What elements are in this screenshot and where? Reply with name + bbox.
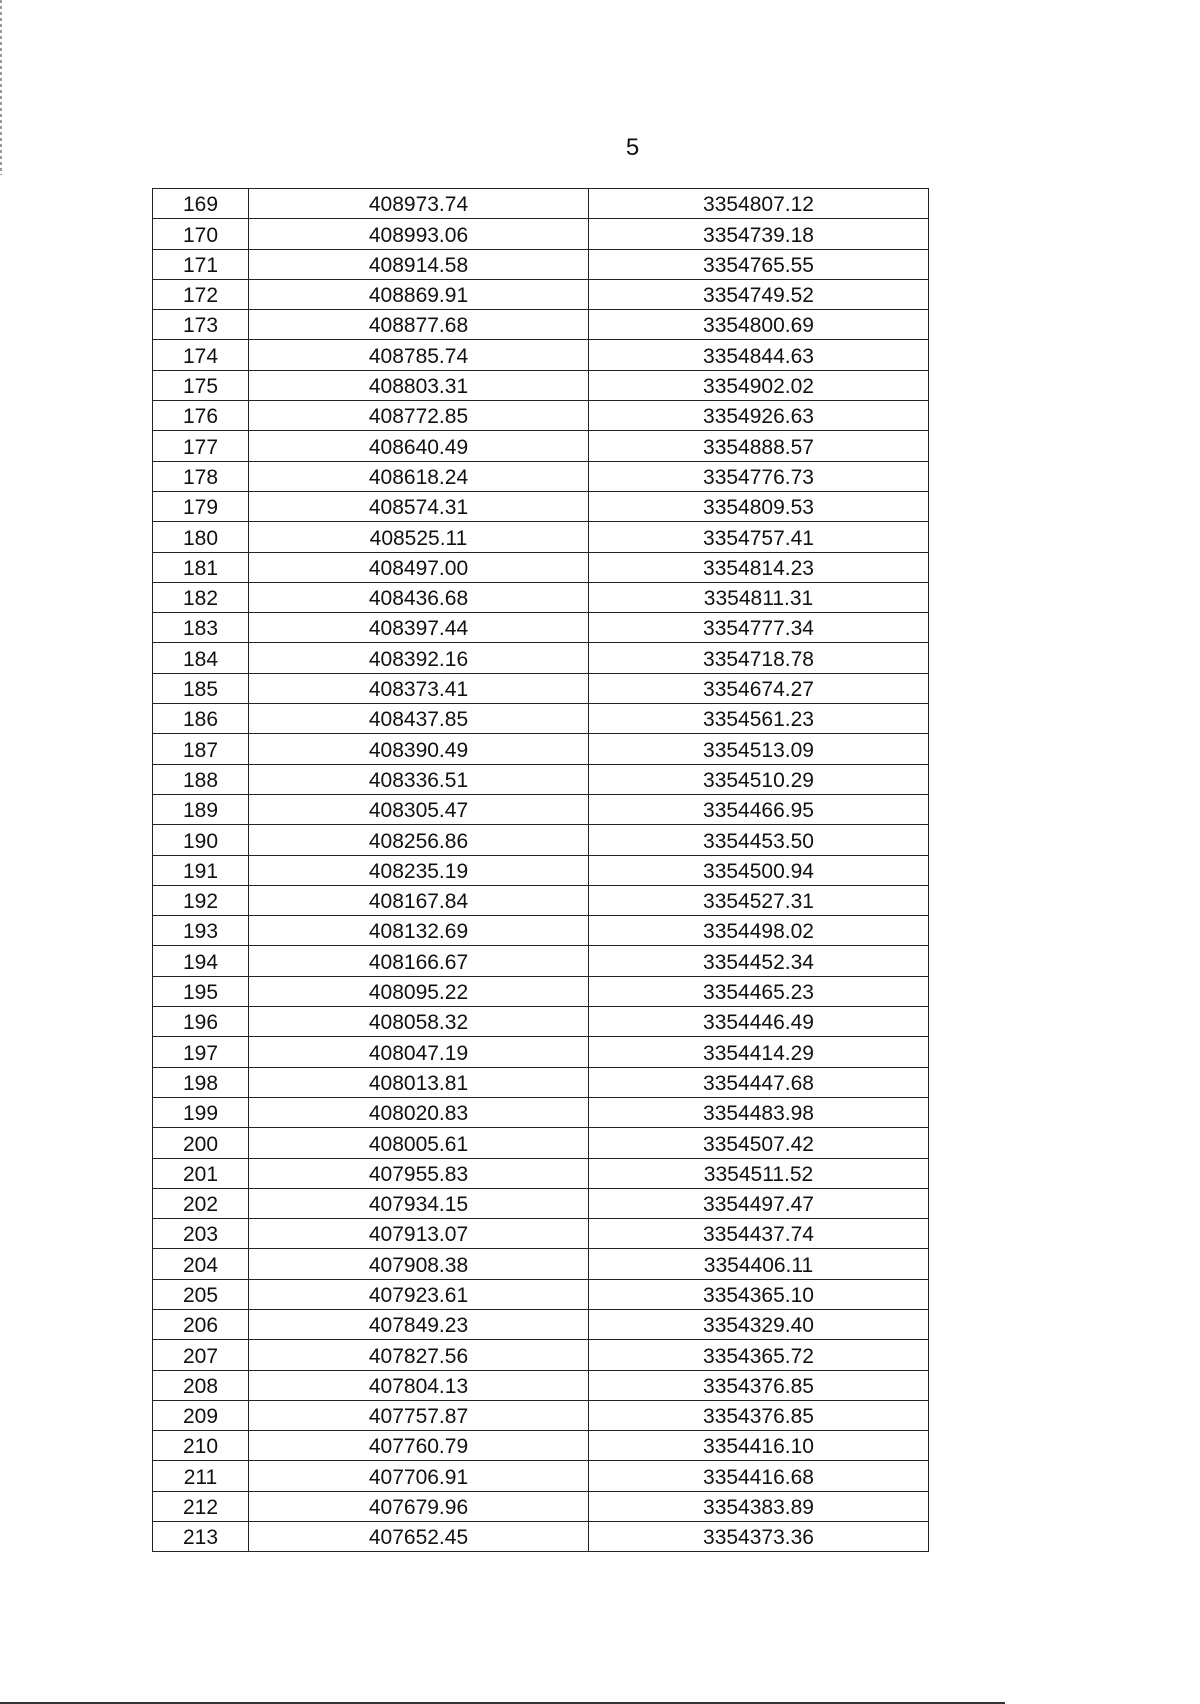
y-coordinate-cell: 3354902.02 xyxy=(589,370,929,400)
y-coordinate-cell: 3354500.94 xyxy=(589,855,929,885)
x-coordinate-cell: 408058.32 xyxy=(249,1007,589,1037)
x-coordinate-cell: 408373.41 xyxy=(249,673,589,703)
y-coordinate-cell: 3354365.72 xyxy=(589,1340,929,1370)
y-coordinate-cell: 3354811.31 xyxy=(589,582,929,612)
table-row xyxy=(153,946,929,976)
table-row xyxy=(153,825,929,855)
x-coordinate-cell: 407923.61 xyxy=(249,1279,589,1309)
table-row xyxy=(153,673,929,703)
point-number-cell: 171 xyxy=(153,249,249,279)
point-number-cell: 197 xyxy=(153,1037,249,1067)
y-coordinate-cell: 3354757.41 xyxy=(589,522,929,552)
x-coordinate-cell: 408973.74 xyxy=(249,189,589,219)
x-coordinate-cell: 408437.85 xyxy=(249,704,589,734)
y-coordinate-cell: 3354497.47 xyxy=(589,1188,929,1218)
y-coordinate-cell: 3354888.57 xyxy=(589,431,929,461)
point-number-cell: 198 xyxy=(153,1067,249,1097)
point-number-cell: 208 xyxy=(153,1370,249,1400)
table-row xyxy=(153,916,929,946)
x-coordinate-cell: 408166.67 xyxy=(249,946,589,976)
x-coordinate-cell: 408392.16 xyxy=(249,643,589,673)
x-coordinate-cell: 407706.91 xyxy=(249,1461,589,1491)
table-row xyxy=(153,491,929,521)
table-row xyxy=(153,189,929,219)
point-number-cell: 187 xyxy=(153,734,249,764)
table-row xyxy=(153,340,929,370)
table-row xyxy=(153,219,929,249)
point-number-cell: 200 xyxy=(153,1128,249,1158)
point-number-cell: 207 xyxy=(153,1340,249,1370)
table-row xyxy=(153,1431,929,1461)
point-number-cell: 182 xyxy=(153,582,249,612)
y-coordinate-cell: 3354718.78 xyxy=(589,643,929,673)
x-coordinate-cell: 407679.96 xyxy=(249,1491,589,1521)
x-coordinate-cell: 408005.61 xyxy=(249,1128,589,1158)
table-row xyxy=(153,1309,929,1339)
x-coordinate-cell: 407908.38 xyxy=(249,1249,589,1279)
point-number-cell: 212 xyxy=(153,1491,249,1521)
y-coordinate-cell: 3354437.74 xyxy=(589,1219,929,1249)
point-number-cell: 204 xyxy=(153,1249,249,1279)
y-coordinate-cell: 3354510.29 xyxy=(589,764,929,794)
x-coordinate-cell: 407934.15 xyxy=(249,1188,589,1218)
table-row xyxy=(153,1400,929,1430)
point-number-cell: 188 xyxy=(153,764,249,794)
table-row xyxy=(153,370,929,400)
point-number-cell: 185 xyxy=(153,673,249,703)
point-number-cell: 194 xyxy=(153,946,249,976)
y-coordinate-cell: 3354365.10 xyxy=(589,1279,929,1309)
table-row xyxy=(153,1037,929,1067)
table-row xyxy=(153,461,929,491)
point-number-cell: 173 xyxy=(153,310,249,340)
x-coordinate-cell: 408095.22 xyxy=(249,976,589,1006)
coordinate-table-body xyxy=(153,189,929,1552)
table-row xyxy=(153,401,929,431)
point-number-cell: 203 xyxy=(153,1219,249,1249)
table-row xyxy=(153,1491,929,1521)
table-row xyxy=(153,1158,929,1188)
table-row xyxy=(153,1370,929,1400)
table-row xyxy=(153,1097,929,1127)
point-number-cell: 210 xyxy=(153,1431,249,1461)
y-coordinate-cell: 3354376.85 xyxy=(589,1370,929,1400)
x-coordinate-cell: 408914.58 xyxy=(249,249,589,279)
x-coordinate-cell: 408869.91 xyxy=(249,279,589,309)
y-coordinate-cell: 3354527.31 xyxy=(589,885,929,915)
y-coordinate-cell: 3354765.55 xyxy=(589,249,929,279)
point-number-cell: 179 xyxy=(153,491,249,521)
x-coordinate-cell: 408497.00 xyxy=(249,552,589,582)
x-coordinate-cell: 408013.81 xyxy=(249,1067,589,1097)
table-row xyxy=(153,1128,929,1158)
x-coordinate-cell: 408772.85 xyxy=(249,401,589,431)
x-coordinate-cell: 407849.23 xyxy=(249,1309,589,1339)
point-number-cell: 195 xyxy=(153,976,249,1006)
x-coordinate-cell: 408525.11 xyxy=(249,522,589,552)
point-number-cell: 202 xyxy=(153,1188,249,1218)
point-number-cell: 183 xyxy=(153,613,249,643)
x-coordinate-cell: 408305.47 xyxy=(249,794,589,824)
coordinate-table xyxy=(152,188,929,1552)
x-coordinate-cell: 408390.49 xyxy=(249,734,589,764)
x-coordinate-cell: 408336.51 xyxy=(249,764,589,794)
page-number: 5 xyxy=(625,134,640,161)
y-coordinate-cell: 3354844.63 xyxy=(589,340,929,370)
table-row xyxy=(153,279,929,309)
table-row xyxy=(153,1067,929,1097)
y-coordinate-cell: 3354465.23 xyxy=(589,976,929,1006)
point-number-cell: 170 xyxy=(153,219,249,249)
x-coordinate-cell: 408803.31 xyxy=(249,370,589,400)
table-row xyxy=(153,885,929,915)
x-coordinate-cell: 408047.19 xyxy=(249,1037,589,1067)
table-row xyxy=(153,1188,929,1218)
y-coordinate-cell: 3354814.23 xyxy=(589,552,929,582)
y-coordinate-cell: 3354416.68 xyxy=(589,1461,929,1491)
point-number-cell: 181 xyxy=(153,552,249,582)
point-number-cell: 191 xyxy=(153,855,249,885)
table-row xyxy=(153,522,929,552)
point-number-cell: 180 xyxy=(153,522,249,552)
y-coordinate-cell: 3354507.42 xyxy=(589,1128,929,1158)
y-coordinate-cell: 3354383.89 xyxy=(589,1491,929,1521)
point-number-cell: 178 xyxy=(153,461,249,491)
y-coordinate-cell: 3354777.34 xyxy=(589,613,929,643)
table-row xyxy=(153,431,929,461)
table-row xyxy=(153,613,929,643)
x-coordinate-cell: 407757.87 xyxy=(249,1400,589,1430)
point-number-cell: 192 xyxy=(153,885,249,915)
y-coordinate-cell: 3354513.09 xyxy=(589,734,929,764)
x-coordinate-cell: 408256.86 xyxy=(249,825,589,855)
table-row xyxy=(153,249,929,279)
y-coordinate-cell: 3354511.52 xyxy=(589,1158,929,1188)
y-coordinate-cell: 3354674.27 xyxy=(589,673,929,703)
y-coordinate-cell: 3354483.98 xyxy=(589,1097,929,1127)
table-row xyxy=(153,1219,929,1249)
table-row xyxy=(153,704,929,734)
x-coordinate-cell: 407652.45 xyxy=(249,1522,589,1552)
x-coordinate-cell: 408618.24 xyxy=(249,461,589,491)
table-row xyxy=(153,1249,929,1279)
x-coordinate-cell: 408167.84 xyxy=(249,885,589,915)
x-coordinate-cell: 408877.68 xyxy=(249,310,589,340)
x-coordinate-cell: 407760.79 xyxy=(249,1431,589,1461)
point-number-cell: 190 xyxy=(153,825,249,855)
point-number-cell: 172 xyxy=(153,279,249,309)
table-row xyxy=(153,976,929,1006)
table-row xyxy=(153,1461,929,1491)
y-coordinate-cell: 3354447.68 xyxy=(589,1067,929,1097)
x-coordinate-cell: 408993.06 xyxy=(249,219,589,249)
x-coordinate-cell: 408436.68 xyxy=(249,582,589,612)
table-row xyxy=(153,310,929,340)
table-row xyxy=(153,1279,929,1309)
y-coordinate-cell: 3354446.49 xyxy=(589,1007,929,1037)
x-coordinate-cell: 408397.44 xyxy=(249,613,589,643)
point-number-cell: 211 xyxy=(153,1461,249,1491)
table-row xyxy=(153,552,929,582)
point-number-cell: 184 xyxy=(153,643,249,673)
y-coordinate-cell: 3354373.36 xyxy=(589,1522,929,1552)
y-coordinate-cell: 3354776.73 xyxy=(589,461,929,491)
y-coordinate-cell: 3354809.53 xyxy=(589,491,929,521)
y-coordinate-cell: 3354414.29 xyxy=(589,1037,929,1067)
y-coordinate-cell: 3354329.40 xyxy=(589,1309,929,1339)
y-coordinate-cell: 3354406.11 xyxy=(589,1249,929,1279)
y-coordinate-cell: 3354807.12 xyxy=(589,189,929,219)
point-number-cell: 209 xyxy=(153,1400,249,1430)
point-number-cell: 174 xyxy=(153,340,249,370)
point-number-cell: 213 xyxy=(153,1522,249,1552)
x-coordinate-cell: 408020.83 xyxy=(249,1097,589,1127)
y-coordinate-cell: 3354453.50 xyxy=(589,825,929,855)
point-number-cell: 175 xyxy=(153,370,249,400)
table-row xyxy=(153,1522,929,1552)
point-number-cell: 201 xyxy=(153,1158,249,1188)
table-row xyxy=(153,1007,929,1037)
table-row xyxy=(153,794,929,824)
x-coordinate-cell: 407955.83 xyxy=(249,1158,589,1188)
y-coordinate-cell: 3354498.02 xyxy=(589,916,929,946)
x-coordinate-cell: 408235.19 xyxy=(249,855,589,885)
table-row xyxy=(153,582,929,612)
point-number-cell: 196 xyxy=(153,1007,249,1037)
table-row xyxy=(153,855,929,885)
point-number-cell: 205 xyxy=(153,1279,249,1309)
point-number-cell: 177 xyxy=(153,431,249,461)
y-coordinate-cell: 3354800.69 xyxy=(589,310,929,340)
y-coordinate-cell: 3354739.18 xyxy=(589,219,929,249)
point-number-cell: 169 xyxy=(153,189,249,219)
x-coordinate-cell: 408785.74 xyxy=(249,340,589,370)
table-row xyxy=(153,734,929,764)
point-number-cell: 193 xyxy=(153,916,249,946)
point-number-cell: 176 xyxy=(153,401,249,431)
x-coordinate-cell: 408640.49 xyxy=(249,431,589,461)
y-coordinate-cell: 3354749.52 xyxy=(589,279,929,309)
x-coordinate-cell: 407804.13 xyxy=(249,1370,589,1400)
table-row xyxy=(153,764,929,794)
y-coordinate-cell: 3354416.10 xyxy=(589,1431,929,1461)
x-coordinate-cell: 408132.69 xyxy=(249,916,589,946)
x-coordinate-cell: 407827.56 xyxy=(249,1340,589,1370)
point-number-cell: 186 xyxy=(153,704,249,734)
y-coordinate-cell: 3354561.23 xyxy=(589,704,929,734)
y-coordinate-cell: 3354452.34 xyxy=(589,946,929,976)
point-number-cell: 206 xyxy=(153,1309,249,1339)
y-coordinate-cell: 3354466.95 xyxy=(589,794,929,824)
point-number-cell: 189 xyxy=(153,794,249,824)
y-coordinate-cell: 3354926.63 xyxy=(589,401,929,431)
table-row xyxy=(153,643,929,673)
y-coordinate-cell: 3354376.85 xyxy=(589,1400,929,1430)
point-number-cell: 199 xyxy=(153,1097,249,1127)
x-coordinate-cell: 408574.31 xyxy=(249,491,589,521)
x-coordinate-cell: 407913.07 xyxy=(249,1219,589,1249)
table-row xyxy=(153,1340,929,1370)
